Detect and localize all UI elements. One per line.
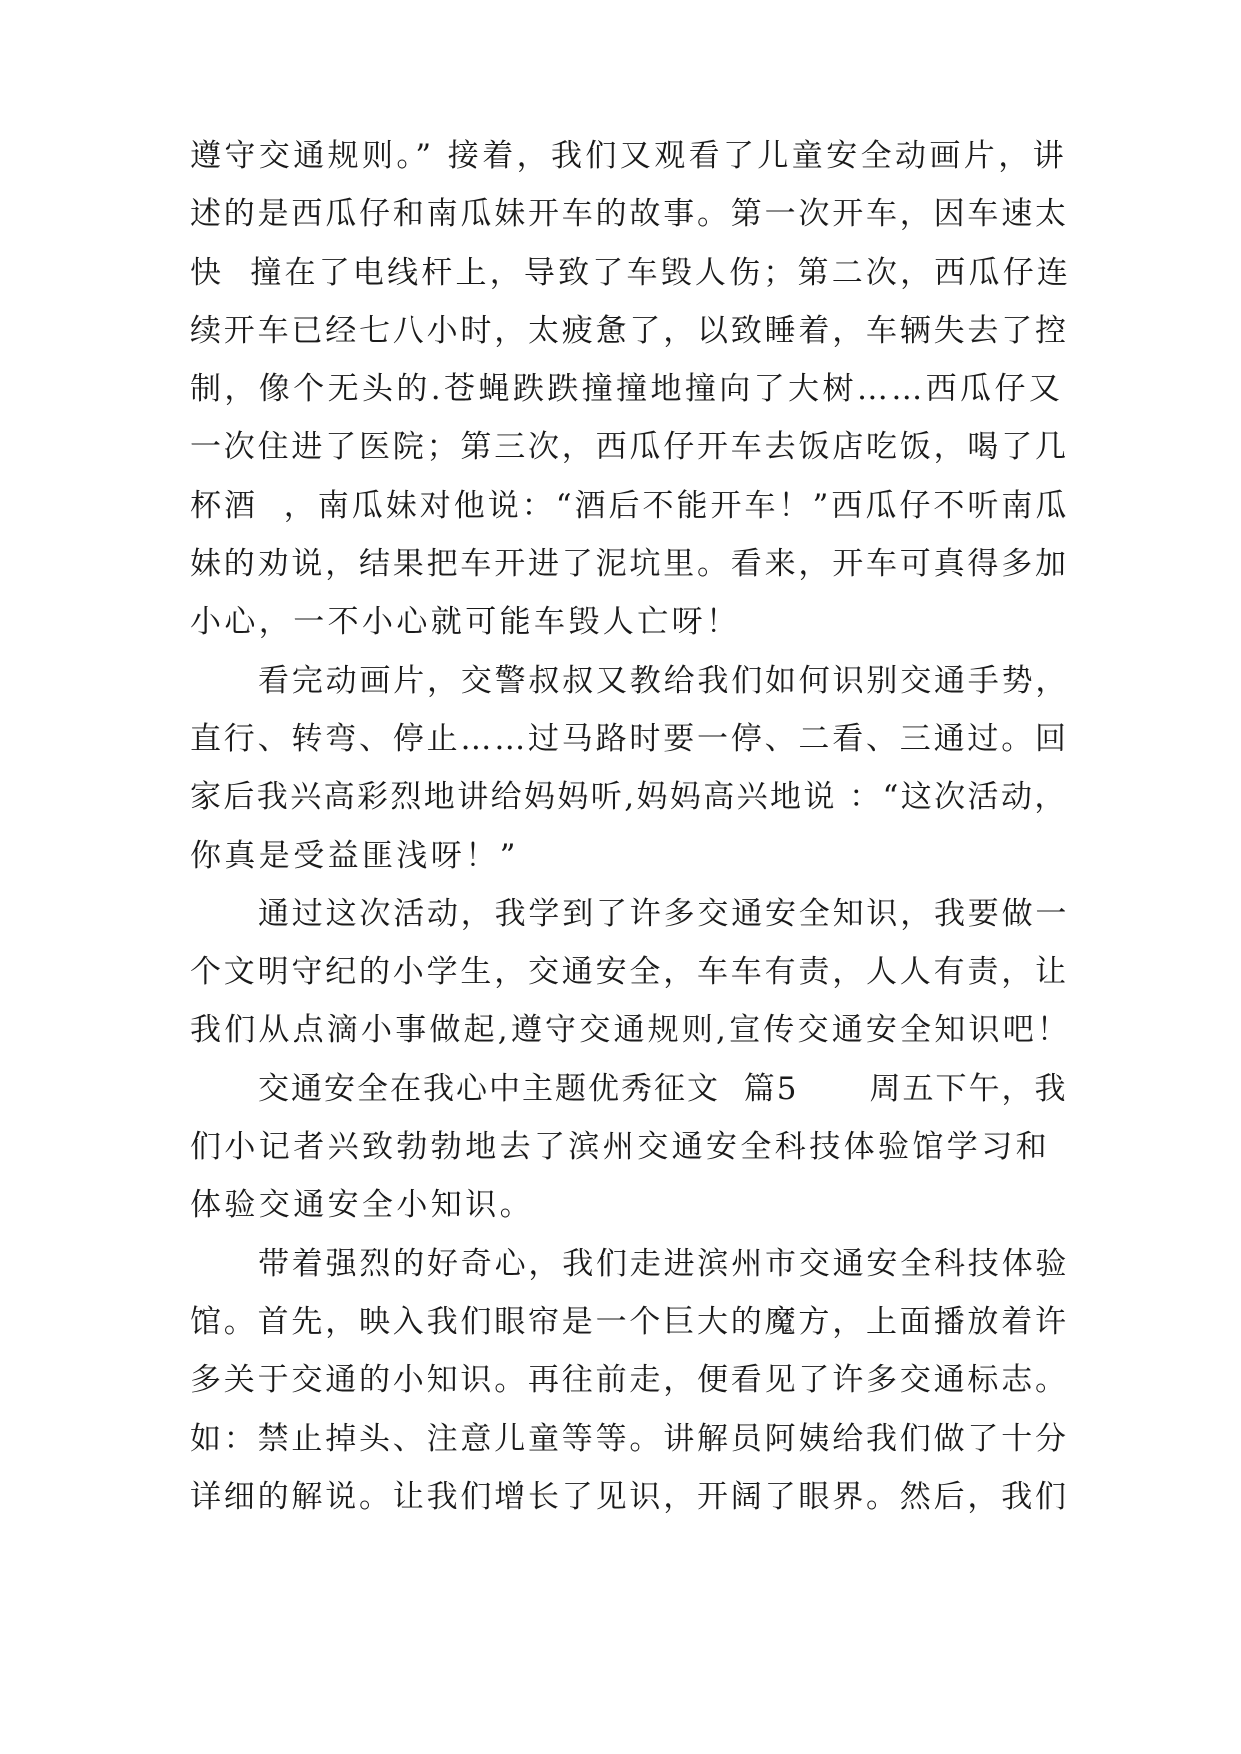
text-line: 妹的劝说，结果把车开进了泥坑里。看来，开车可真得多加	[190, 546, 1069, 583]
text-line: 我们从点滴小事做起,遵守交通规则,宣传交通安全知识吧！	[190, 1012, 1072, 1049]
text-line: 遵守交通规则。” 接着，我们又观看了儿童安全动画片，讲	[190, 138, 1067, 174]
paragraph-first-line: 通过这次活动，我学到了许多交通安全知识，我要做一	[258, 895, 1070, 932]
section-heading-line: 交通安全在我心中主题优秀征文 篇5 周五下午，我	[258, 1070, 1068, 1107]
text-line: 制，像个无头的.苍蝇跌跌撞撞地撞向了大树……西瓜仔又	[190, 371, 1064, 408]
text-line: 们小记者兴致勃勃地去了滨州交通安全科技体验馆学习和	[190, 1129, 1050, 1166]
text-line: 体验交通安全小知识。	[190, 1187, 534, 1224]
paragraph-first-line: 带着强烈的好奇心，我们走进滨州市交通安全科技体验	[258, 1245, 1070, 1282]
text-line: 详细的解说。让我们增长了见识，开阔了眼界。然后，我们	[190, 1478, 1069, 1515]
text-line: 家后我兴高彩烈地讲给妈妈听,妈妈高兴地说 ：“这次活动，	[190, 779, 1068, 816]
paragraph-first-line: 看完动画片，交警叔叔又教给我们如何识别交通手势，	[258, 662, 1070, 699]
body-text	[190, 127, 1070, 1526]
text-line: 直行、转弯、停止……过马路时要一停、二看、三通过。回	[190, 720, 1069, 757]
text-line: 如：禁止掉头、注意儿童等等。讲解员阿姨给我们做了十分	[190, 1420, 1069, 1457]
text-line: 多关于交通的小知识。再往前走，便看见了许多交通标志。	[190, 1362, 1069, 1399]
text-line: 你真是受益匪浅呀！”	[190, 837, 519, 874]
text-line: 快 撞在了电线杆上，导致了车毁人伤；第二次，西瓜仔连	[190, 254, 1072, 291]
text-line: 一次住进了医院；第三次，西瓜仔开车去饭店吃饭，喝了几	[190, 429, 1069, 466]
text-line: 述的是西瓜仔和南瓜妹开车的故事。第一次开车，因车速太	[190, 196, 1069, 233]
text-line: 馆。首先，映入我们眼帘是一个巨大的魔方，上面播放着许	[190, 1303, 1069, 1340]
text-line: 个文明守纪的小学生，交通安全，车车有责，人人有责，让	[190, 954, 1069, 991]
text-line: 小心，一不小心就可能车毁人亡呀！	[190, 604, 741, 641]
text-line: 杯酒 ，南瓜妹对他说：“酒后不能开车！”西瓜仔不听南瓜	[190, 487, 1070, 524]
text-line: 续开车已经七八小时，太疲惫了，以致睡着，车辆失去了控	[190, 312, 1069, 349]
